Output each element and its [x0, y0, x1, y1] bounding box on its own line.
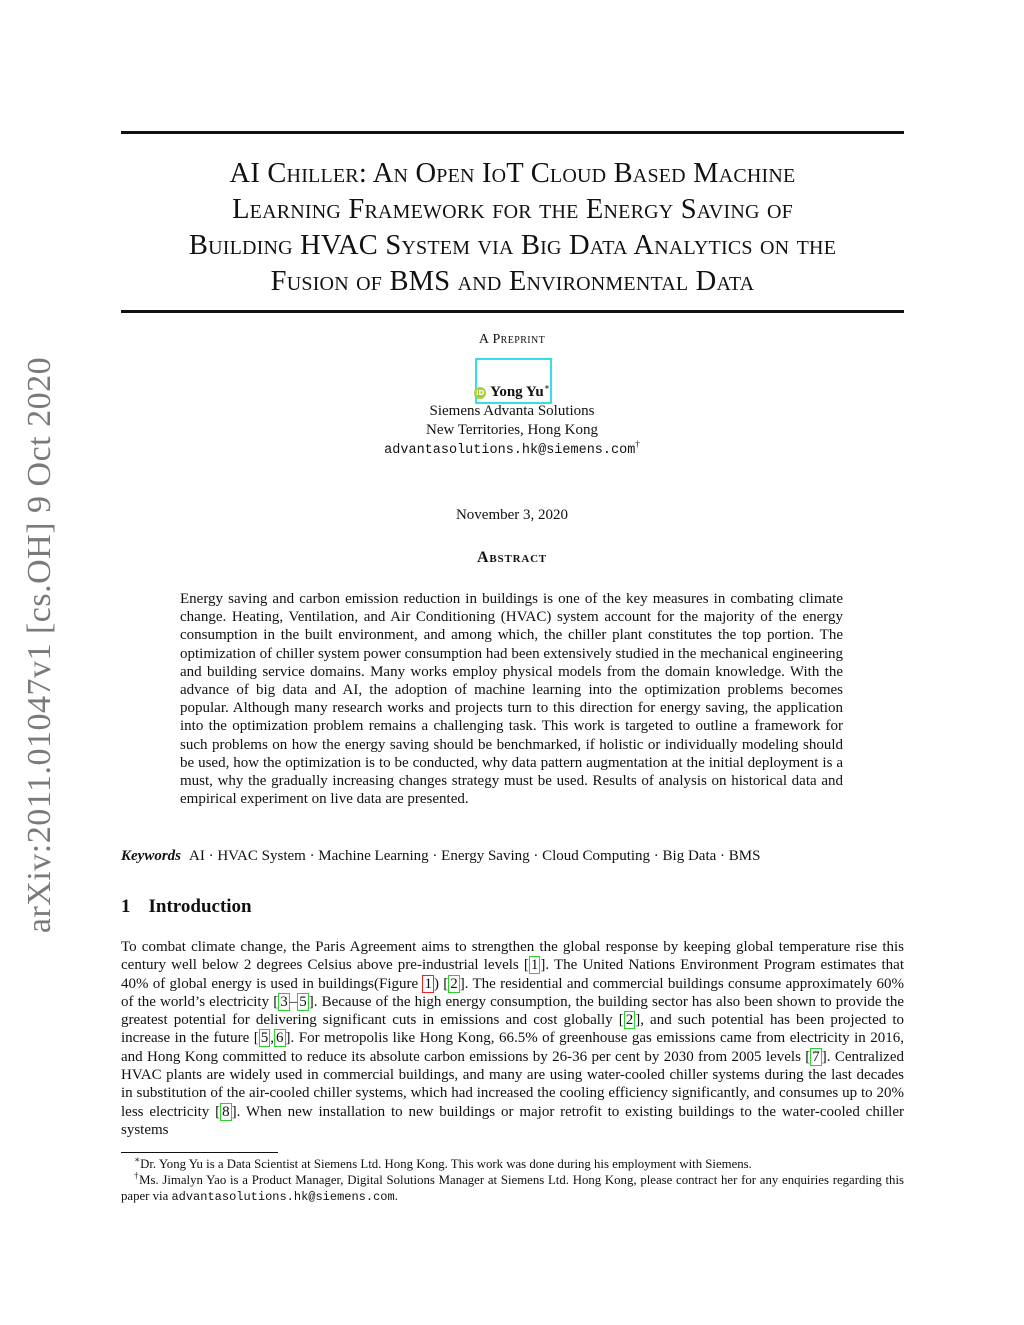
abstract-heading: Abstract — [477, 549, 547, 566]
citation-link[interactable]: 2 — [450, 975, 458, 992]
title-line: AI Chiller: An Open IoT Cloud Based Machine — [229, 158, 796, 189]
footnote-rule — [121, 1152, 278, 1153]
preprint-label: A Preprint — [478, 332, 546, 347]
abstract-text: Energy saving and carbon emission reduction in buildings is one of the key measures in combating climate change. Heating, Ventilation, and Air Conditioning (HVAC) system account for the majority of the energy consumption in the built environment, and among which, the chiller plant constitutes the top portion. The optimization of chiller system power consumption had been extensively studied in the mechanical engineering and building service domains. Many works employ physical models from the domain knowledge. With the advance of big data and AI, the adoption of machine learning into the optimization problems becomes popular. Although many research works and projects turn to this direction for energy saving, the application into the optimization problem remains a challenging task. This work is targeted to outline a framework for such problems on how the energy saving should be benchmarked, if holistic or individually modeling should be used, how the optimization is to be conducted, why data pattern augmentation at the initial deployment is a must, why the gradually increasing changes strategy must be used. Results of analysis on historical data and empirical experiment on live data are presented. — [180, 591, 843, 808]
section-heading — [121, 896, 252, 918]
citation-link[interactable]: 1 — [530, 957, 539, 974]
title-line: Learning Framework for the Energy Saving of — [232, 194, 793, 225]
title-line: Building HVAC System via Big Data Analytics on the — [188, 230, 837, 261]
author-email[interactable]: advantasolutions.hk@siemens.com — [384, 443, 636, 458]
intro-text-run: ]. Because of the high energy consumption, the building sector has also been shown to provide the greatest potential for delivering significant cuts in emissions and cost globally [ — [121, 993, 905, 1029]
citation-link[interactable]: 3 — [280, 993, 288, 1010]
intro-text-run: ]. For metropolis like Hong Kong, 66.5% of greenhouse gas emissions came from electricity in 2016, and Hong Kong committed to reduce its absolute carbon emissions by 26-36 per cent by 2030 from 2005 levels [ — [121, 1030, 904, 1065]
intro-text-run: ]. The United Nations Environment Program estimates that 40% of global energy is used in buildings(Figure — [121, 957, 904, 992]
orcid-icon[interactable]: iD — [476, 389, 485, 397]
intro-text-run: , — [270, 1030, 275, 1047]
author-email-line — [0, 440, 1024, 460]
intro-text-run: ]. When new installation to new buildings or major retrofit to existing buildings to the water-cooled chiller systems — [121, 1103, 904, 1138]
footnote-1 — [121, 1156, 904, 1172]
title-line: Fusion of BMS and Environmental Data — [270, 266, 755, 297]
keywords-label: Keywords — [121, 848, 181, 864]
author-line — [474, 383, 550, 402]
section-number: 1 — [121, 896, 131, 917]
email-footnote-mark[interactable]: † — [635, 439, 640, 449]
footnote-1-text: Dr. Yong Yu is a Data Scientist at Siemens Ltd. Hong Kong. This work was done during his employment with Siemens. — [140, 1157, 752, 1171]
author-location: New Territories, Hong Kong — [426, 422, 598, 438]
footnote-1-mark: ∗ — [134, 1154, 141, 1165]
paper-date: November 3, 2020 — [455, 507, 569, 523]
citation-link[interactable]: 6 — [276, 1030, 284, 1047]
footnote-2-email[interactable]: advantasolutions.hk@siemens.com — [171, 1190, 395, 1204]
figure-link[interactable]: 1 — [424, 975, 432, 992]
footnote-2 — [121, 1172, 904, 1205]
citation-link[interactable]: 8 — [222, 1103, 230, 1120]
title-bottom-rule — [121, 310, 904, 313]
citation-link[interactable]: 5 — [299, 993, 307, 1010]
intro-text-run: ]. The residential and commercial buildings consume approximately 60% of the world’s electricity [ — [121, 975, 904, 1010]
footnotes — [121, 1156, 904, 1205]
intro-text-run: To combat climate change, the Paris Agreement aims to strengthen the global response by keeping global temperature rise this century well below 2 degrees Celsius above pre-industrial levels [ — [121, 939, 904, 974]
intro-text-run: ], and such potential has been projected to increase in the future [ — [121, 1012, 904, 1047]
footnote-2-mark: † — [134, 1170, 140, 1181]
footnote-2-end: . — [394, 1189, 398, 1203]
citation-link[interactable]: 2 — [625, 1012, 634, 1029]
intro-text-run: ]. Centralized HVAC plants are widely used in commercial buildings, and many are using water-cooled chiller systems during the last decades in substitution of the air-cooled chiller systems, which had increased the cooling efficiency significantly, and consumes up to 20% less electricity [ — [121, 1048, 904, 1120]
footnote-2-text: Ms. Jimalyn Yao is a Product Manager, Digital Solutions Manager at Siemens Ltd. Hong Kong, please contract her for any enquiries regarding this paper via — [121, 1173, 904, 1203]
paper-title — [110, 156, 915, 300]
citation-link[interactable]: 5 — [260, 1030, 269, 1047]
title-top-rule — [121, 131, 904, 134]
intro-text-run: – — [289, 993, 298, 1010]
arxiv-identifier: arXiv:2011.01047v1 [cs.OH] 9 Oct 2020 — [21, 356, 58, 934]
author-block — [0, 383, 1024, 460]
author-footnote-mark[interactable]: ∗ — [543, 382, 550, 392]
citation-link[interactable]: 7 — [812, 1048, 820, 1065]
author-name[interactable]: Yong Yu — [490, 384, 544, 400]
introduction-text — [121, 938, 904, 1139]
keywords-text: AI · HVAC System · Machine Learning · Energy Saving · Cloud Computing · Big Data · BMS — [189, 848, 761, 864]
author-affiliation: Siemens Advanta Solutions — [429, 403, 595, 419]
section-title: Introduction — [148, 896, 252, 917]
intro-text-run: ) [ — [433, 975, 449, 992]
keywords-line — [121, 848, 904, 865]
